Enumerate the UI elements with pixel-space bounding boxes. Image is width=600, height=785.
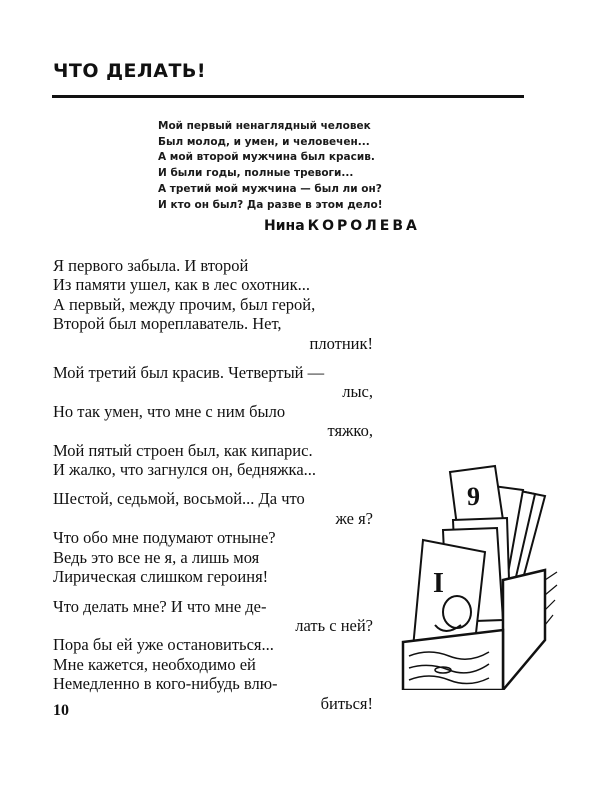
stanza [53,256,373,353]
epigraph [158,119,382,213]
poem-line: Я первого забыла. И второй [53,256,249,275]
poem-line: Лирическая слишком героиня! [53,567,269,587]
stanza [53,597,373,713]
poem-line: Мне кажется, необходимо ей [53,654,256,674]
poem-line: Шестой, седьмой, восьмой... Да что [53,489,305,509]
epigraph-line: И кто он был? Да разве в этом дело! [158,198,383,211]
poem-line: Пора бы ей уже остановиться... [53,635,274,655]
poem-line: Мой пятый строен был, как кипарис. [53,440,313,460]
poem-line: Мой третий был красив. Четвертый — [53,363,325,383]
title-rule-divider [52,95,524,98]
page-title: ЧТО ДЕЛАТЬ! [53,60,207,82]
poem-line: Но так умен, что мне с ним было [53,401,286,421]
author-first-name: Нина [264,218,305,234]
stanza [53,489,373,586]
card-number-9: 9 [467,482,480,511]
epigraph-line: И были годы, полные тревоги... [158,167,354,180]
epigraph-line: Был молод, и умен, и человечен... [158,135,370,148]
poem-line: Ведь это все не я, а лишь моя [53,547,260,567]
poem-line: же я? [335,508,373,528]
poem-line: тяжко, [327,421,373,441]
epigraph-line: А мой второй мужчина был красив. [158,151,375,164]
poem-line: лать с ней? [295,615,373,635]
epigraph-line: Мой первый ненаглядный человек [158,120,371,132]
epigraph-line: А третий мой мужчина — был ли он? [158,182,382,195]
card-box-icon [395,460,565,690]
poem-line: Второй был мореплаватель. Нет, [53,314,282,334]
epigraph-author [264,218,420,234]
poem-line: биться! [320,693,373,713]
poem-line: Что делать мне? И что мне де- [53,596,267,616]
poem-line: Немедленно в кого-нибудь влю- [53,674,278,694]
author-surname: КОРОЛЕВА [307,218,420,234]
poem-line: Что обо мне подумают отныне? [53,528,276,548]
svg-text:I: I [433,568,444,599]
poem-line: А первый, между прочим, был герой, [53,294,316,314]
stanza [53,363,373,479]
page-number: 10 [53,702,69,719]
poem-line: плотник! [309,333,373,353]
box-of-numbered-cards-illustration [395,460,565,690]
poem-line: И жалко, что загнулся он, бедняжка... [53,460,317,480]
poem-line: лыс, [342,382,373,402]
poem-line: Из памяти ушел, как в лес охотник... [53,275,310,295]
poem [53,256,373,723]
